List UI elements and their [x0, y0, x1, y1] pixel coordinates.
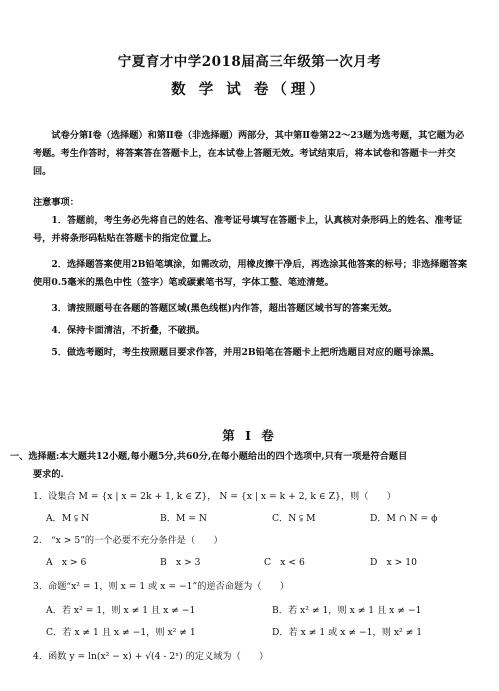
question-1-option-b: B．M = N — [160, 513, 207, 524]
question-3-option-d: D．若 x ≠ 1 或 x ≠ −1，则 x² ≠ 1 — [272, 627, 423, 638]
question-2-option-c: C x < 6 — [264, 557, 305, 568]
note-item-1: 1．答题前，考生务必先将自己的姓名、准考证号填写在答题卡上，认真核对条形码上的姓名、准考证号，并将条形码粘贴在答题卡的指定位置上。 — [33, 215, 463, 244]
note-item-5: 5．做选考题时，考生按照题目要求作答，并用2B铅笔在答题卡上把所选题目对应的题号涂黑。 — [51, 347, 440, 358]
exam-title: 宁夏育才中学2018届高三年级第一次月考 — [117, 54, 382, 70]
question-3-option-b: B．若 x² ≠ 1，则 x ≠ 1 且 x ≠ −1 — [272, 605, 422, 616]
note-item-4: 4．保持卡面清洁，不折叠，不破损。 — [51, 325, 205, 336]
exam-subtitle: 数 学 试 卷（理） — [171, 81, 328, 98]
question-2-stem: 2. “x > 5”的一个必要不充分条件是（ ） — [33, 535, 223, 546]
notes-heading: 注意事项： — [33, 197, 79, 208]
question-2-option-a: A x > 6 — [46, 557, 87, 568]
question-3-stem: 3．命题“x² = 1，则 x = 1 或 x = −1”的逆否命题为（ ） — [33, 581, 290, 592]
note-item-2: 2．选择题答案使用2B铅笔填涂，如需改动，用橡皮擦干净后，再选涂其他答案的标号；非选择题答案使用0.5毫米的黑色中性（签字）笔或碳素笔书写，字体工整、笔迹清楚。 — [33, 259, 468, 288]
section-title: 第 Ⅰ 卷 — [222, 428, 277, 443]
section-instruction-line1: 一、选择题:本大题共12小题,每小题5分,共60分,在每小题给出的四个选项中,只有一项是符合题目 — [10, 451, 408, 462]
question-4-stem: 4．函数 y = ln(x² − x) + √(4 - 2ˣ) 的定义域为（ ） — [33, 651, 269, 662]
question-3-option-c: C．若 x ≠ 1 且 x ≠ −1，则 x² ≠ 1 — [46, 627, 196, 638]
question-3-option-a: A．若 x² = 1，则 x ≠ 1 且 x ≠ −1 — [46, 605, 196, 616]
question-1-option-c: C．N ⫋ M — [272, 513, 316, 524]
question-2-option-b: B x > 3 — [160, 557, 201, 568]
question-2-option-d: D x > 10 — [370, 557, 417, 568]
intro-paragraph: 试卷分第Ⅰ卷（选择题）和第Ⅱ卷（非选择题）两部分，其中第Ⅱ卷第22～23题为选考题，其它题为必考题。考生作答时，将答案答在答题卡上，在本试卷上答题无效。考试结束后，将本试卷和答题卡一并交回。 — [33, 130, 465, 177]
question-1-option-d: D．M ∩ N = ϕ — [370, 513, 438, 524]
section-instruction-line2: 要求的. — [33, 469, 64, 480]
question-1-stem: 1．设集合 M = {x | x = 2k + 1, k ∈ Z}， N = {x | x = k + 2, k ∈ Z}，则（ ） — [33, 491, 396, 502]
question-1-option-a: A．M ⫋ N — [46, 513, 90, 524]
note-item-3: 3．请按照题号在各题的答题区域(黑色线框)内作答，超出答题区域书写的答案无效。 — [51, 303, 398, 314]
